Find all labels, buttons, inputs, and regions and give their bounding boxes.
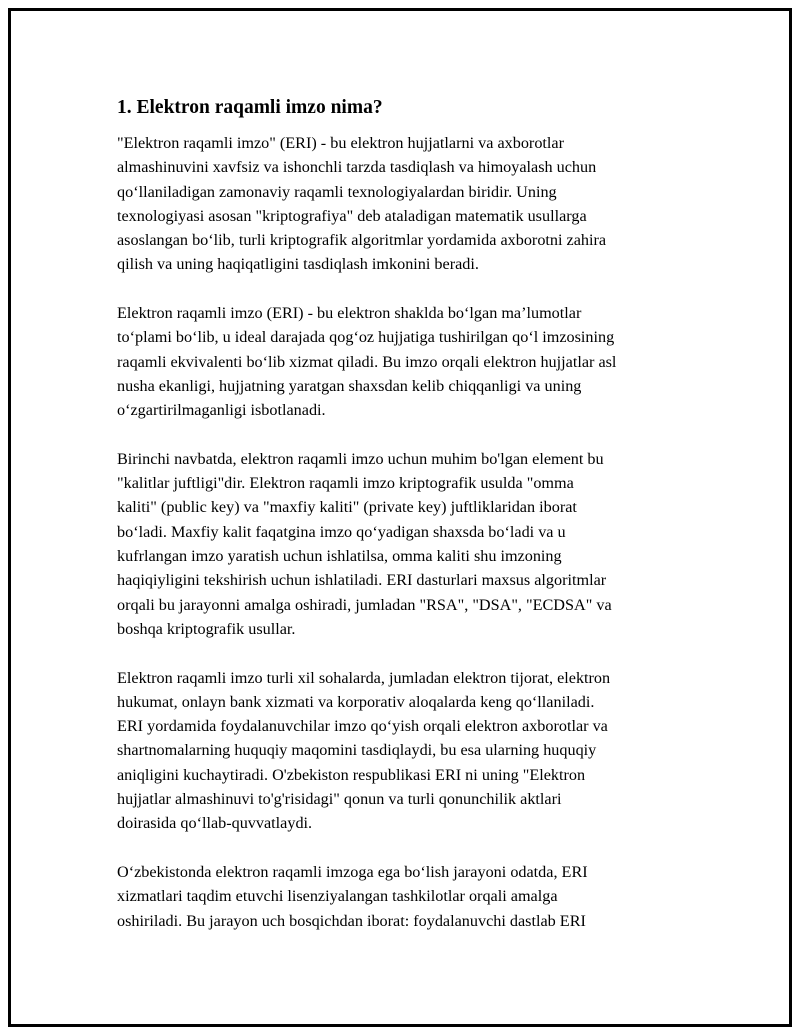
- text-line: Elektron raqamli imzo turli xil sohalarda, jumladan elektron tijorat, elektron: [117, 668, 611, 687]
- text-line: boshqa kriptografik usullar.: [117, 619, 296, 638]
- text-line: raqamli ekvivalenti bo‘lib xizmat qiladi. Bu imzo orqali elektron hujjatlar asl: [117, 352, 617, 371]
- text-line: kufrlangan imzo yaratish uchun ishlatilsa, omma kaliti shu imzoning: [117, 547, 562, 566]
- text-line: hujjatlar almashinuvi to'g'risidagi" qonun va turli qonunchilik aktlari: [117, 790, 562, 809]
- text-line: orqali bu jarayonni amalga oshiradi, jumladan "RSA", "DSA", "ECDSA" va: [117, 595, 612, 614]
- text-line: qo‘llaniladigan zamonaviy raqamli texnologiyalardan biridir. Uning: [117, 182, 557, 201]
- text-line: kaliti" (public key) va "maxfiy kaliti" (private key) juftliklaridan iborat: [117, 498, 577, 517]
- text-line: O‘zbekistonda elektron raqamli imzoga ega bo‘lish jarayoni odatda, ERI: [117, 862, 588, 881]
- paragraph-2: [117, 301, 705, 422]
- text-line: hukumat, onlayn bank xizmati va korporativ aloqalarda keng qo‘llaniladi.: [117, 692, 595, 711]
- text-line: Birinchi navbatda, elektron raqamli imzo uchun muhim bo'lgan element bu: [117, 449, 604, 468]
- text-line: "kalitlar juftligi"dir. Elektron raqamli imzo kriptografik usulda "omma: [117, 474, 574, 493]
- text-line: oshiriladi. Bu jarayon uch bosqichdan iborat: foydalanuvchi dastlab ERI: [117, 911, 586, 930]
- text-line: doirasida qo‘llab-quvvatlaydi.: [117, 814, 313, 833]
- text-line: asoslangan bo‘lib, turli kriptografik algoritmlar yordamida axborotni zahira: [117, 231, 607, 250]
- text-line: aniqligini kuchaytiradi. O'zbekiston respublikasi ERI ni uning "Elektron: [117, 765, 586, 784]
- text-line: texnologiyasi asosan "kriptografiya" deb ataladigan matematik usullarga: [117, 206, 587, 225]
- paragraph-3: [117, 447, 705, 641]
- text-line: ERI yordamida foydalanuvchilar imzo qo‘yish orqali elektron axborotlar va: [117, 717, 608, 736]
- paragraph-1: [117, 131, 705, 277]
- paragraph-5: [117, 860, 705, 933]
- text-line: nusha ekanligi, hujjatning yaratgan shaxsdan kelib chiqqanligi va uning: [117, 376, 582, 395]
- text-line: shartnomalarning huquqiy maqomini tasdiqlaydi, bu esa ularning huquqiy: [117, 741, 597, 760]
- page-frame: [8, 8, 792, 1027]
- text-line: haqiqiyligini tekshirish uchun ishlatiladi. ERI dasturlari maxsus algoritmlar: [117, 571, 607, 590]
- text-line: qilish va uning haqiqatligini tasdiqlash imkonini beradi.: [117, 255, 479, 274]
- text-line: xizmatlari taqdim etuvchi lisenziyalangan tashkilotlar orqali amalga: [117, 887, 558, 906]
- section-heading: 1. Elektron raqamli imzo nima?: [117, 97, 383, 118]
- text-line: bo‘ladi. Maxfiy kalit faqatgina imzo qo‘yadigan shaxsda bo‘ladi va u: [117, 522, 566, 541]
- text-line: o‘zgartirilmaganligi isbotlanadi.: [117, 401, 326, 420]
- text-line: "Elektron raqamli imzo" (ERI) - bu elektron hujjatlarni va axborotlar: [117, 134, 564, 152]
- text-line: almashinuvini xavfsiz va ishonchli tarzda tasdiqlash va himoyalash uchun: [117, 158, 597, 177]
- paragraph-4: [117, 666, 705, 836]
- document-body: [117, 95, 705, 957]
- text-line: to‘plami bo‘lib, u ideal darajada qog‘oz hujjatiga tushirilgan qo‘l imzosining: [117, 328, 615, 347]
- text-line: Elektron raqamli imzo (ERI) - bu elektron shaklda bo‘lgan ma’lumotlar: [117, 304, 582, 323]
